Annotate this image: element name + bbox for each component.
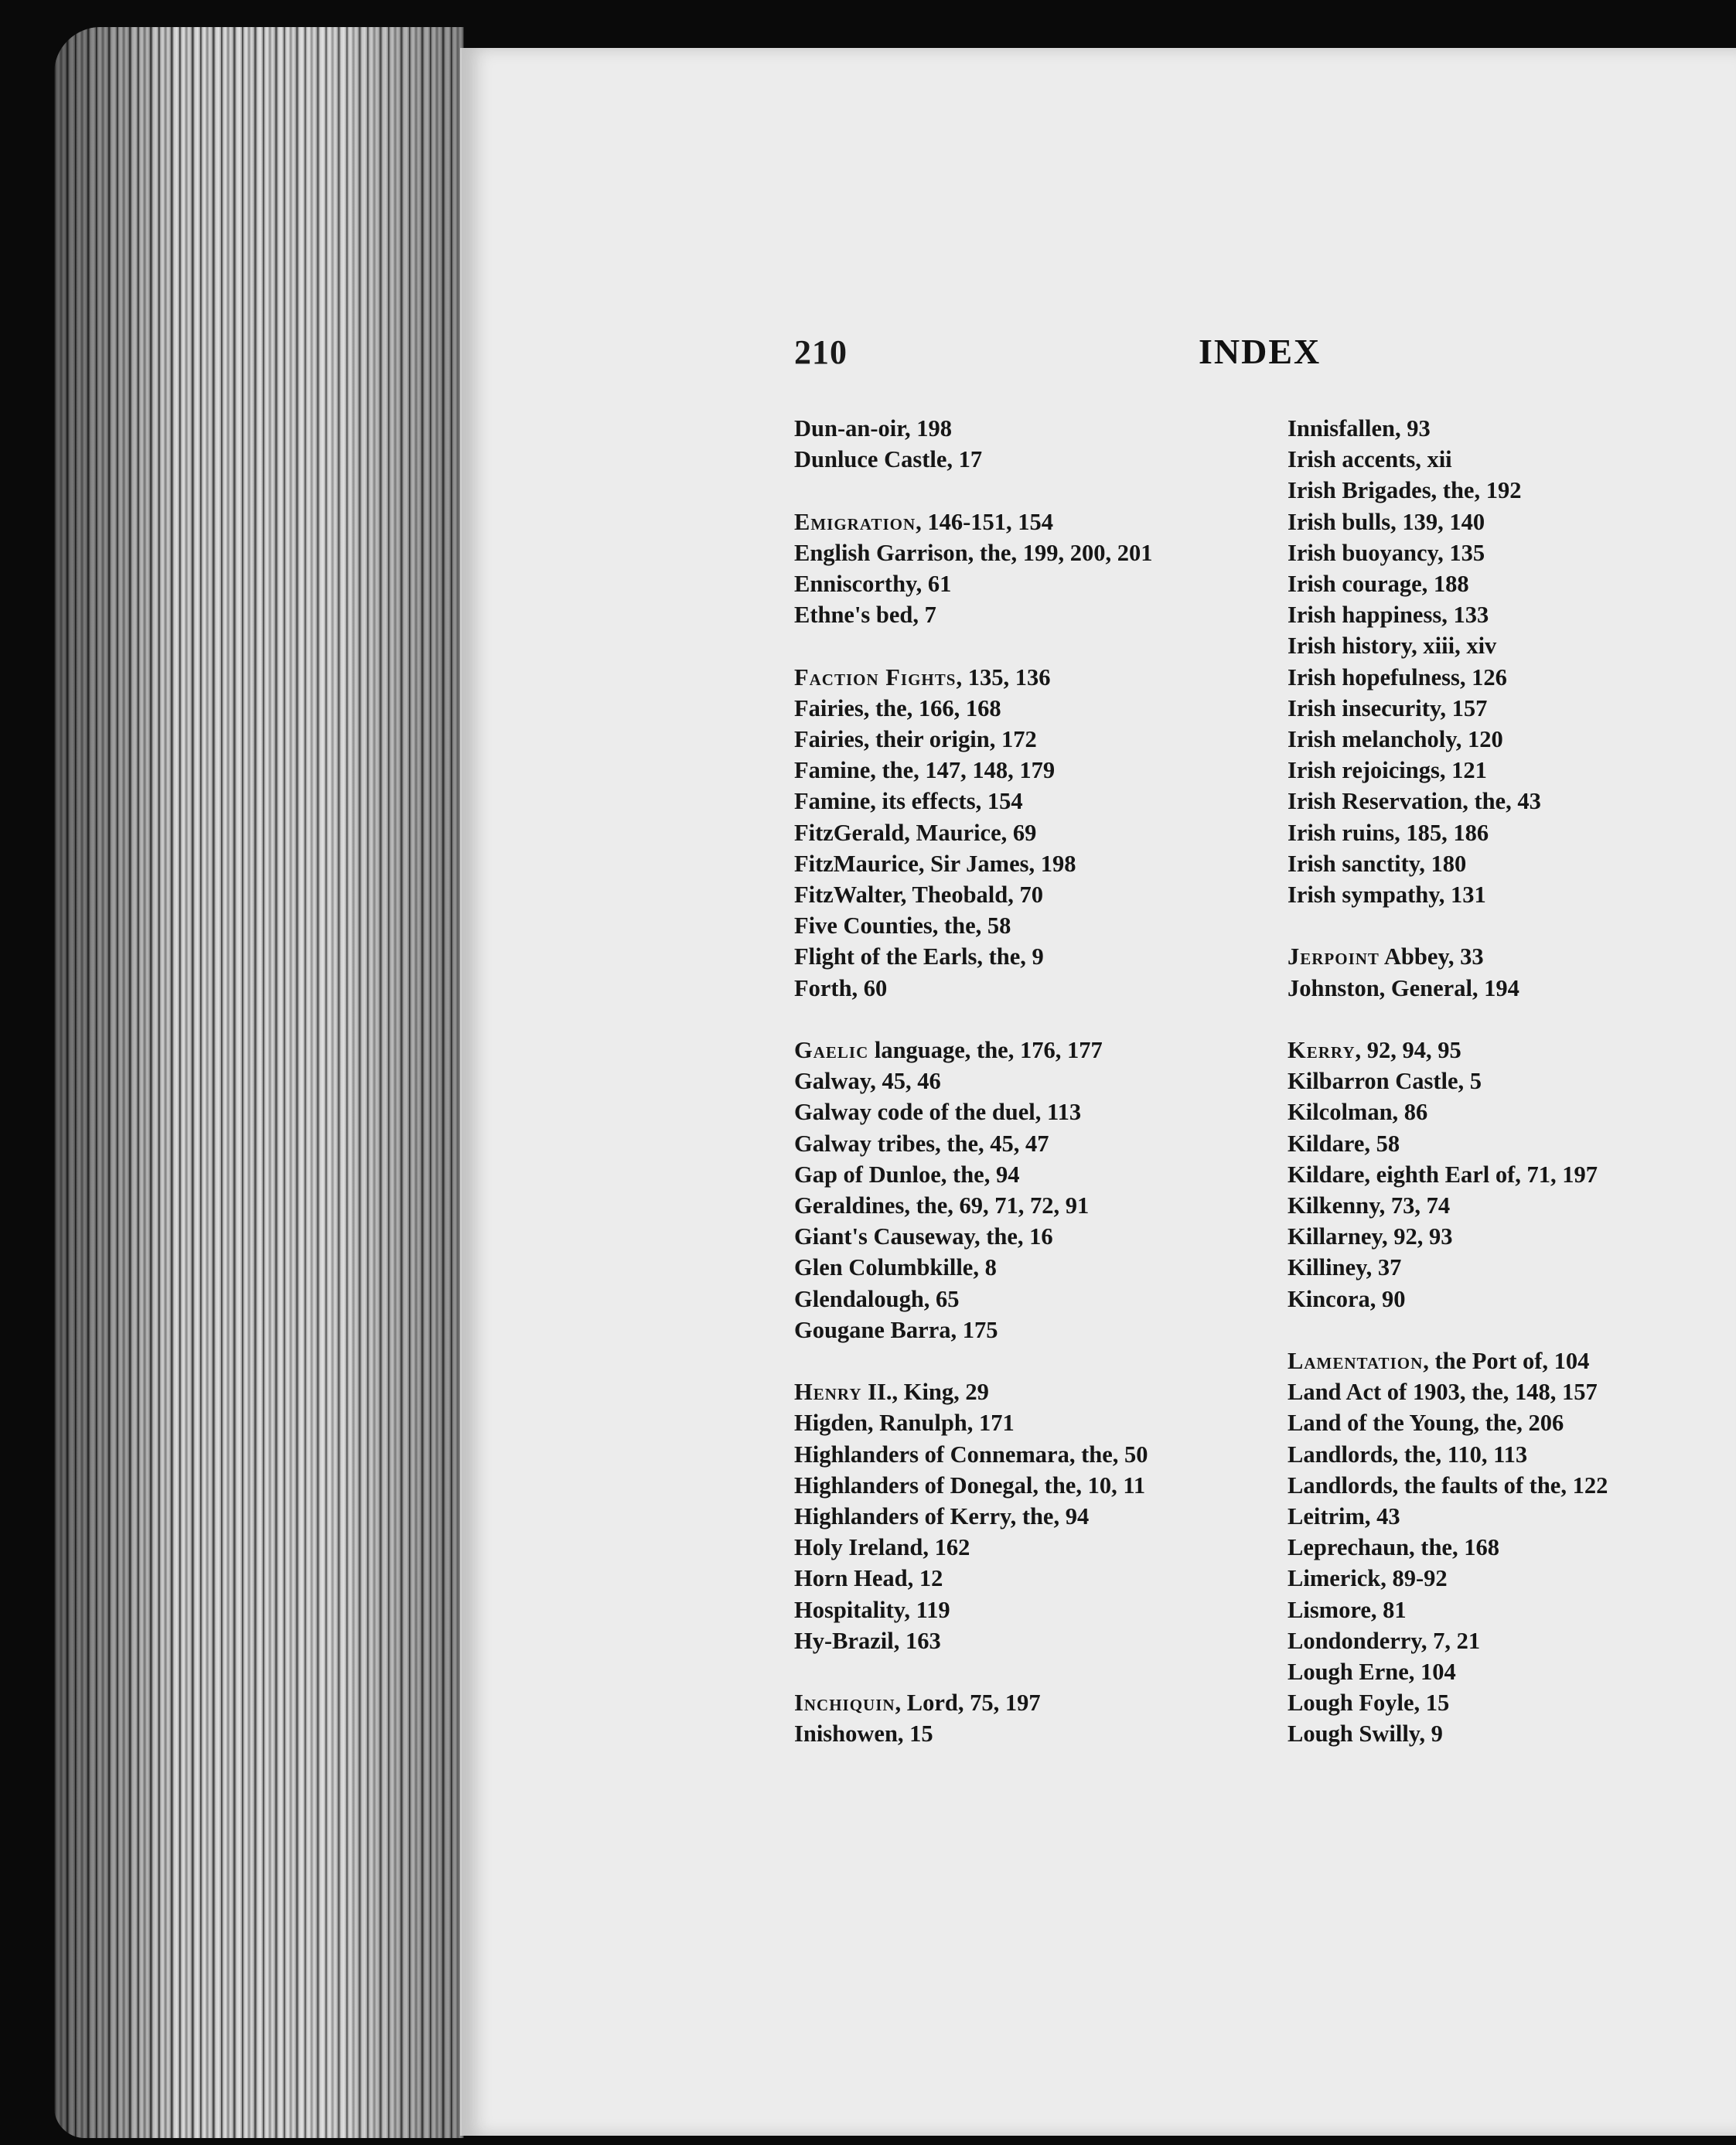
- index-entry-text: Lough Swilly, 9: [1288, 1720, 1443, 1748]
- index-entry-text: Landlords, the faults of the, 122: [1288, 1471, 1608, 1499]
- index-entry: [794, 1284, 1258, 1315]
- index-entry-text: Leitrim, 43: [1288, 1503, 1400, 1530]
- index-entry-text: Highlanders of Kerry, the, 94: [794, 1503, 1090, 1530]
- index-entry-text: Irish accents, xii: [1288, 446, 1452, 473]
- index-entry: [1288, 1190, 1736, 1221]
- index-entry: [794, 568, 1258, 599]
- index-entry-text: Irish melancholy, 120: [1288, 726, 1503, 753]
- index-entry: [794, 1252, 1258, 1283]
- index-entry-text: Irish happiness, 133: [1288, 602, 1489, 629]
- index-entry-text: Kilcolman, 86: [1288, 1099, 1428, 1126]
- index-entry-text: Land of the Young, the, 206: [1288, 1410, 1564, 1437]
- index-entry-text: Kincora, 90: [1288, 1285, 1406, 1312]
- index-entry: [794, 1035, 1258, 1066]
- index-entry: [794, 910, 1258, 941]
- index-entry-text: Irish ruins, 185, 186: [1288, 819, 1489, 846]
- section-gap: [794, 1345, 1258, 1376]
- index-entry: [794, 693, 1258, 724]
- section-gap: [794, 1656, 1258, 1687]
- index-entry: [1288, 475, 1736, 506]
- index-entry: [1288, 413, 1736, 444]
- index-entry: [1288, 1345, 1736, 1376]
- index-entry: [1288, 1718, 1736, 1749]
- index-entry-text: Fairies, their origin, 172: [794, 726, 1037, 752]
- index-entry: [1288, 693, 1736, 724]
- index-entry: [1288, 1128, 1736, 1159]
- index-entry: [1288, 630, 1736, 661]
- index-entry: [1288, 1159, 1736, 1190]
- index-entry-text: , 135, 136: [956, 663, 1051, 691]
- index-entry-lead: Faction Fights: [794, 663, 957, 691]
- index-entry-lead: Lamentation: [1288, 1348, 1424, 1375]
- index-entry: [1288, 1376, 1736, 1407]
- index-entry: [1288, 506, 1736, 537]
- index-entry-lead: Jerpoint: [1288, 943, 1380, 970]
- index-entry: [794, 1159, 1258, 1190]
- index-entry-text: Gap of Dunloe, the, 94: [794, 1161, 1020, 1188]
- index-entry: [1288, 1284, 1736, 1315]
- index-entry: [794, 724, 1258, 755]
- index-entry: [1288, 1625, 1736, 1656]
- index-entry: [794, 1376, 1258, 1407]
- section-gap: [1288, 1315, 1736, 1345]
- index-entry: [1288, 1096, 1736, 1127]
- index-entry-text: Fairies, the, 166, 168: [794, 694, 1001, 721]
- index-entry-text: Abbey, 33: [1379, 943, 1484, 970]
- index-entry: [1288, 1439, 1736, 1470]
- index-entry: [794, 413, 1258, 444]
- index-entry-text: Hy-Brazil, 163: [794, 1627, 941, 1654]
- index-entry-text: Irish sanctity, 180: [1288, 850, 1467, 877]
- index-entry: [794, 1439, 1258, 1470]
- index-entry-text: FitzGerald, Maurice, 69: [794, 819, 1037, 846]
- index-entry: [1288, 1407, 1736, 1438]
- index-entry-text: Kildare, eighth Earl of, 71, 197: [1288, 1161, 1598, 1188]
- index-entry-text: , Lord, 75, 197: [895, 1690, 1041, 1717]
- section-gap: [794, 1004, 1258, 1035]
- index-entry-text: Lough Foyle, 15: [1288, 1690, 1450, 1717]
- index-entry-text: Kildare, 58: [1288, 1130, 1400, 1157]
- index-entry: [794, 599, 1258, 630]
- index-entry: [1288, 817, 1736, 848]
- index-entry: [1288, 1687, 1736, 1718]
- index-entry-text: Ethne's bed, 7: [794, 602, 936, 629]
- index-entry-text: Killiney, 37: [1288, 1254, 1402, 1281]
- index-entry-text: Limerick, 89-92: [1288, 1565, 1448, 1592]
- index-entry-text: Horn Head, 12: [794, 1565, 943, 1592]
- index-entry-text: Galway code of the duel, 113: [794, 1099, 1082, 1126]
- index-entry: [1288, 755, 1736, 786]
- index-entry: [1288, 1035, 1736, 1066]
- index-entry-text: Flight of the Earls, the, 9: [794, 943, 1044, 970]
- index-entry-text: Irish history, xiii, xiv: [1288, 633, 1497, 660]
- index-entry-text: Kilkenny, 73, 74: [1288, 1192, 1451, 1219]
- index-entry: [794, 1190, 1258, 1221]
- index-entry-text: Lough Erne, 104: [1288, 1659, 1456, 1686]
- index-column-right: [1288, 413, 1736, 1750]
- index-entry: [794, 1718, 1258, 1749]
- index-entry: [1288, 1066, 1736, 1096]
- index-entry: [1288, 786, 1736, 817]
- index-entry: [1288, 1501, 1736, 1532]
- index-entry: [1288, 568, 1736, 599]
- index-entry-text: Irish Reservation, the, 43: [1288, 788, 1541, 815]
- index-entry-text: Irish sympathy, 131: [1288, 882, 1486, 909]
- index-entry-text: FitzWalter, Theobald, 70: [794, 882, 1043, 909]
- index-entry-text: , 146-151, 154: [916, 508, 1054, 535]
- index-entry: [794, 1563, 1258, 1594]
- index-entry-text: Dun-an-oir, 198: [794, 415, 952, 442]
- index-entry-text: Galway tribes, the, 45, 47: [794, 1130, 1049, 1157]
- index-entry: [1288, 1532, 1736, 1563]
- index-entry-text: Irish insecurity, 157: [1288, 694, 1488, 721]
- index-entry-text: Highlanders of Donegal, the, 10, 11: [794, 1471, 1146, 1499]
- index-entry: [1288, 662, 1736, 693]
- index-entry-text: Gougane Barra, 175: [794, 1316, 998, 1343]
- index-entry-text: language, the, 176, 177: [868, 1037, 1103, 1064]
- index-entry-text: English Garrison, the, 199, 200, 201: [794, 539, 1153, 566]
- index-entry-lead: Henry: [794, 1379, 862, 1406]
- index-entry-text: Forth, 60: [794, 974, 888, 1001]
- index-entry-text: Highlanders of Connemara, the, 50: [794, 1441, 1148, 1468]
- index-entry: [794, 1501, 1258, 1532]
- index-entry: [1288, 1252, 1736, 1283]
- index-entry-lead: Inchiquin: [794, 1690, 895, 1717]
- index-entry: [794, 786, 1258, 817]
- index-entry-text: Irish hopefulness, 126: [1288, 663, 1507, 691]
- index-entry-text: Londonderry, 7, 21: [1288, 1627, 1481, 1654]
- index-entry: [794, 755, 1258, 786]
- index-entry: [1288, 444, 1736, 475]
- index-entry-text: Kilbarron Castle, 5: [1288, 1068, 1482, 1095]
- index-entry: [1288, 1470, 1736, 1501]
- index-entry: [794, 848, 1258, 879]
- index-entry: [794, 973, 1258, 1004]
- index-entry-text: Land Act of 1903, the, 148, 157: [1288, 1379, 1598, 1406]
- page-title: INDEX: [1199, 332, 1322, 371]
- index-entry: [794, 1221, 1258, 1252]
- index-entry: [794, 1594, 1258, 1625]
- index-entry: [794, 444, 1258, 475]
- index-entry: [1288, 1656, 1736, 1687]
- index-entry: [1288, 724, 1736, 755]
- index-entry-text: Enniscorthy, 61: [794, 571, 952, 597]
- index-entry: [794, 1066, 1258, 1096]
- index-entry-text: Geraldines, the, 69, 71, 72, 91: [794, 1192, 1090, 1219]
- index-entry: [1288, 1594, 1736, 1625]
- index-column-left: [794, 413, 1258, 1750]
- index-entry-text: Hospitality, 119: [794, 1596, 950, 1623]
- index-entry-text: Irish bulls, 139, 140: [1288, 508, 1485, 535]
- index-entry: [1288, 1563, 1736, 1594]
- section-gap: [1288, 1004, 1736, 1035]
- index-entry: [1288, 848, 1736, 879]
- index-entry-text: Irish Brigades, the, 192: [1288, 477, 1522, 504]
- index-entry: [1288, 1221, 1736, 1252]
- index-entry-text: Higden, Ranulph, 171: [794, 1410, 1015, 1437]
- index-entry: [794, 1315, 1258, 1345]
- index-entry-text: Lismore, 81: [1288, 1596, 1407, 1623]
- index-entry-text: Famine, the, 147, 148, 179: [794, 757, 1056, 784]
- index-entry-text: , the Port of, 104: [1423, 1348, 1590, 1375]
- index-entry: [794, 506, 1258, 537]
- index-entry: [794, 537, 1258, 568]
- index-entry-text: Galway, 45, 46: [794, 1068, 941, 1095]
- index-entry-text: Giant's Causeway, the, 16: [794, 1223, 1053, 1250]
- index-entry-text: II., King, 29: [861, 1379, 989, 1406]
- page-number: 210: [794, 333, 848, 371]
- index-entry: [1288, 879, 1736, 910]
- index-entry: [794, 1096, 1258, 1127]
- index-entry: [794, 879, 1258, 910]
- section-gap: [794, 475, 1258, 506]
- index-entry-text: Five Counties, the, 58: [794, 912, 1011, 940]
- index-entry-text: Inishowen, 15: [794, 1720, 933, 1748]
- index-entry: [794, 1532, 1258, 1563]
- index-entry-text: Landlords, the, 110, 113: [1288, 1441, 1528, 1468]
- index-entry: [1288, 537, 1736, 568]
- index-entry: [1288, 599, 1736, 630]
- index-entry-text: FitzMaurice, Sir James, 198: [794, 850, 1076, 877]
- index-entry: [794, 662, 1258, 693]
- index-entry: [794, 1128, 1258, 1159]
- index-entry: [794, 941, 1258, 972]
- index-entry-text: Famine, its effects, 154: [794, 788, 1023, 815]
- index-entry: [1288, 941, 1736, 972]
- index-entry-text: Irish buoyancy, 135: [1288, 539, 1485, 566]
- index-entry-text: Irish rejoicings, 121: [1288, 757, 1487, 784]
- index-entry: [794, 1407, 1258, 1438]
- index-entry-text: Leprechaun, the, 168: [1288, 1534, 1499, 1561]
- index-entry-text: Dunluce Castle, 17: [794, 446, 983, 473]
- index-entry-text: Glen Columbkille, 8: [794, 1254, 997, 1281]
- index-entry-text: Johnston, General, 194: [1288, 974, 1519, 1001]
- index-entry-text: Killarney, 92, 93: [1288, 1223, 1453, 1250]
- index-entry-lead: Emigration: [794, 508, 916, 535]
- index-entry: [794, 1687, 1258, 1718]
- index-entry-text: Holy Ireland, 162: [794, 1534, 970, 1561]
- section-gap: [794, 630, 1258, 661]
- index-entry-text: Irish courage, 188: [1288, 571, 1469, 598]
- index-entry: [794, 1470, 1258, 1501]
- index-entry-text: Innisfallen, 93: [1288, 415, 1431, 442]
- index-entry-lead: Gaelic: [794, 1037, 869, 1064]
- book-page: [460, 48, 1736, 2136]
- index-entry-text: Glendalough, 65: [794, 1285, 960, 1312]
- index-entry-text: , 92, 94, 95: [1355, 1037, 1461, 1064]
- book-page-edges: [54, 27, 464, 2138]
- index-entry-lead: Kerry: [1288, 1037, 1356, 1064]
- index-entry: [1288, 973, 1736, 1004]
- index-entry: [794, 817, 1258, 848]
- index-entry: [794, 1625, 1258, 1656]
- section-gap: [1288, 910, 1736, 941]
